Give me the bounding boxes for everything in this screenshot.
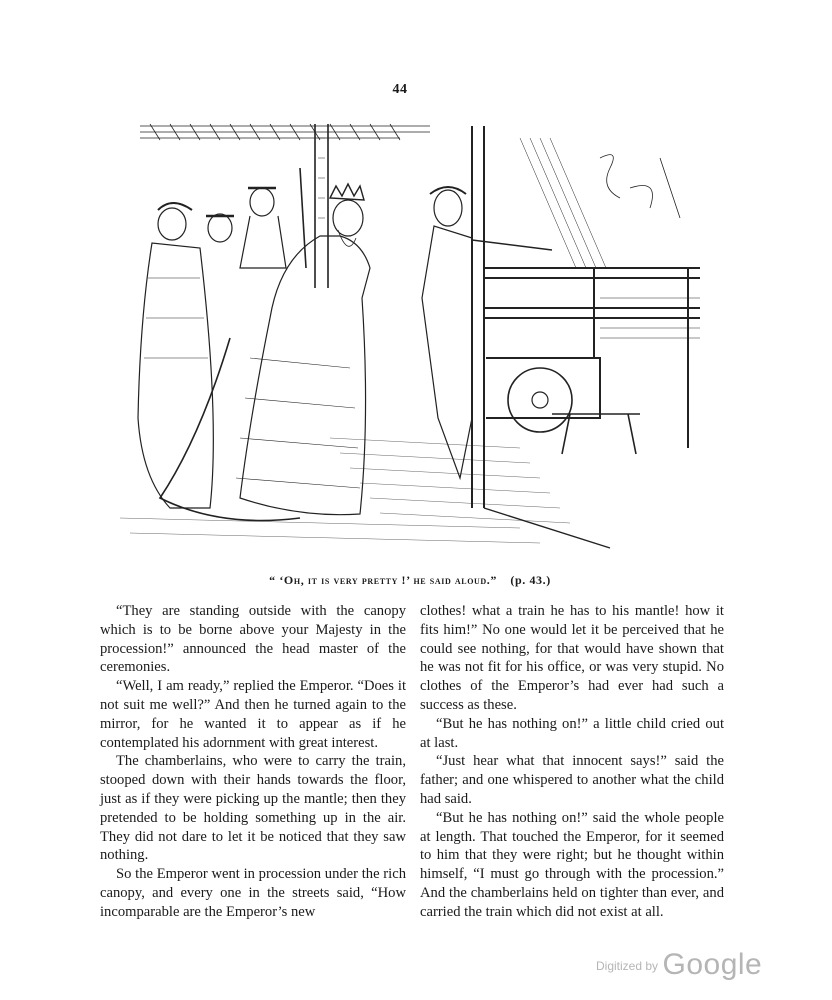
figure-courtier-left: [138, 203, 213, 508]
wall-post: [315, 124, 328, 288]
paragraph: “But he has nothing on!” a little child cried out at last.: [420, 715, 724, 751]
caption-quote: “ ‘Oh, it is very pretty !’ he said aloud.”: [269, 573, 498, 587]
ceiling-beam: [140, 124, 430, 140]
loom-wheel: [508, 368, 572, 432]
figure-emperor: [160, 184, 370, 521]
paragraph: So the Emperor went in procession under the rich canopy, and every one in the streets said, “How incomparable are the Emperor’s new: [100, 866, 406, 920]
paragraph: “They are standing outside with the canopy which is to be borne above your Majesty in the procession!” announced the head master of the ceremonies.: [100, 603, 406, 676]
paragraph: “Just hear what that innocent says!” said the father; and one whispered to another what the child had said.: [420, 753, 724, 807]
illustration-emperor-procession: [100, 118, 714, 568]
digitized-watermark: [596, 948, 762, 982]
watermark-prefix: Digitized by: [596, 959, 659, 973]
caption-page-reference: (p. 43.): [510, 573, 551, 587]
figure-courtier-middle: [206, 214, 234, 242]
figure-weaver: [422, 187, 552, 478]
smoke-wisps: [600, 155, 680, 218]
loom-frame: [472, 126, 700, 548]
floor-hatching: [120, 438, 570, 543]
paragraph: “Well, I am ready,” replied the Emperor. “Does it not suit me well?” And then he turned again to the mirror, for he wanted it to appear as if he contemplated his adornment with great interest.: [100, 678, 406, 751]
watermark-brand: Google: [662, 948, 763, 981]
paragraph: “But he has nothing on!” said the whole people at length. That touched the Emperor, for it seemed to him that they were right; but he thought within himself, “I must go through with the procession.” And the chamberlains held on tighter than ever, and carried the train which did not exist at all.: [420, 809, 724, 920]
sceptre: [300, 168, 306, 268]
text-column-left: [100, 602, 406, 922]
paragraph: The chamberlains, who were to carry the train, stooped down with their hands towards the floor, just as if they were picking up the mantle; then they pretended to be holding something up in the air. They did not dare to let it be noticed that they saw nothing.: [100, 753, 406, 864]
paragraph: clothes! what a train he has to his mantle! how it fits him!” No one would let it be perceived that he could see nothing, for that would have shown that he was not fit for his office, or was very stupid. No clothes of the Emperor’s had ever had such a success as these.: [420, 603, 724, 713]
text-column-right: [420, 602, 724, 922]
page-number: 44: [392, 82, 408, 97]
figure-courtier-back: [240, 188, 286, 268]
figure-caption: [0, 573, 820, 588]
